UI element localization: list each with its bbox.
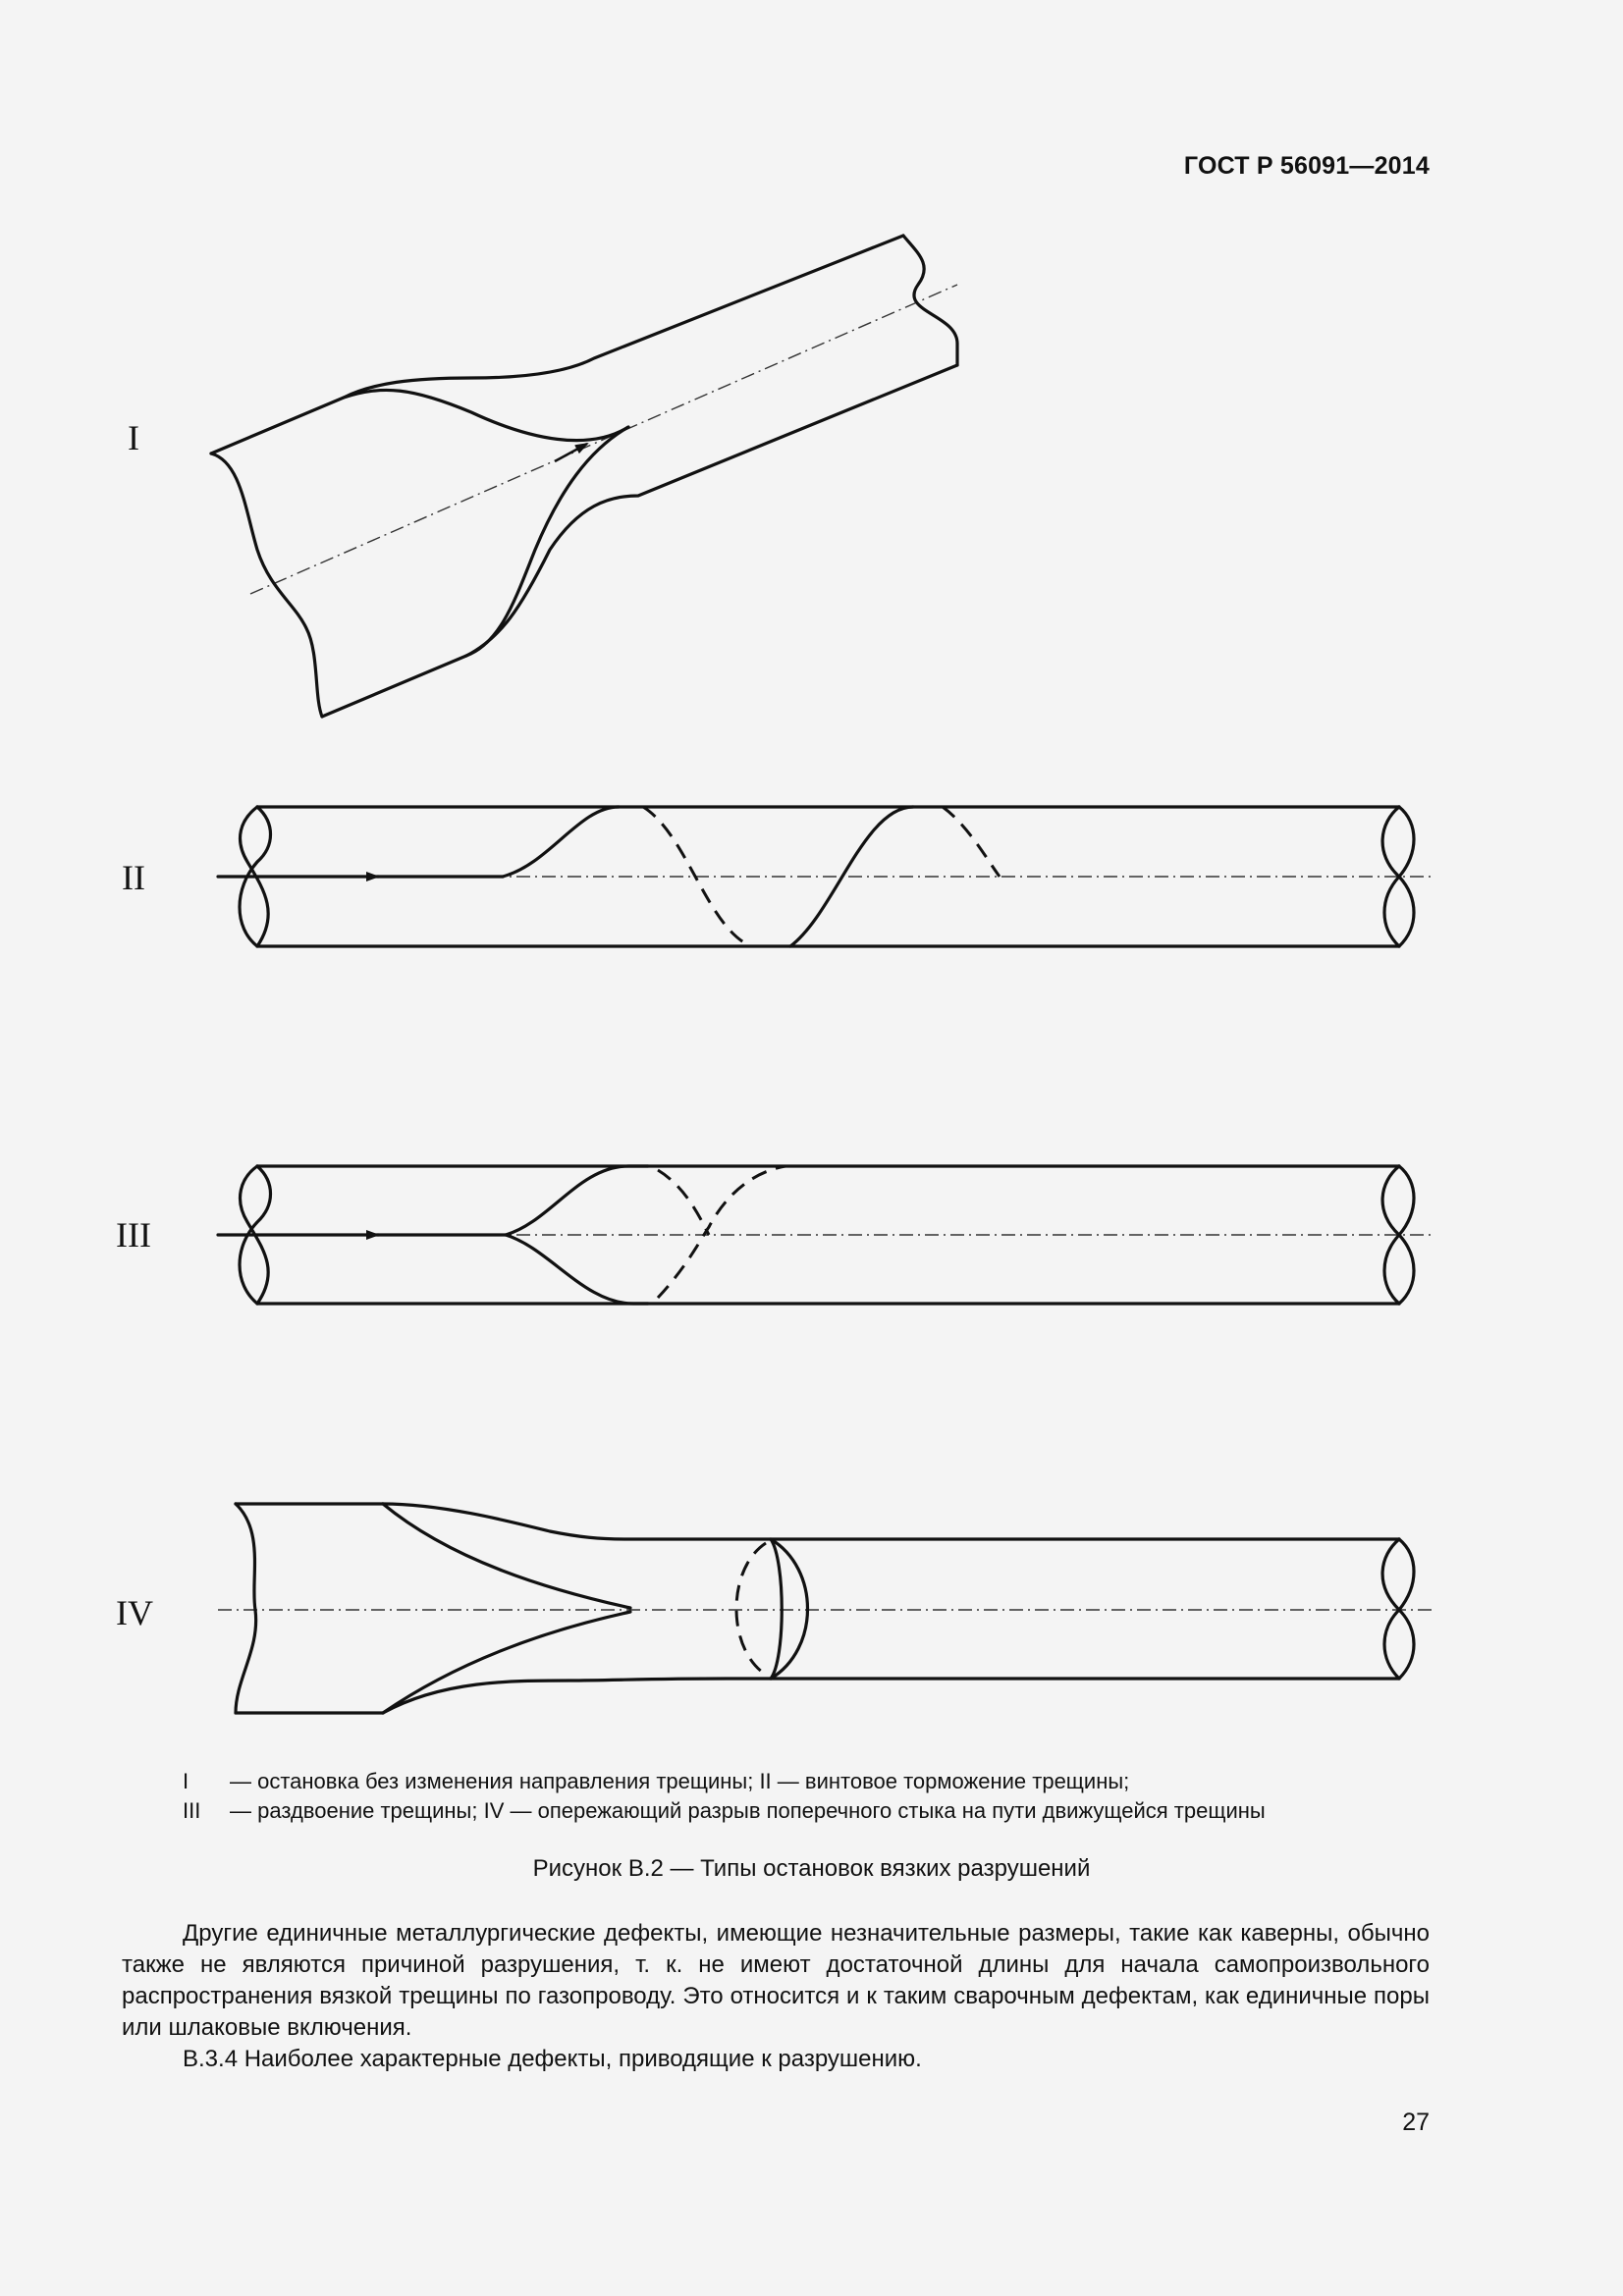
diagram-iv-right-end xyxy=(1382,1539,1414,1679)
diagram-iii-branch-upper-back xyxy=(658,1170,709,1235)
diagram-iv xyxy=(116,1504,1434,1713)
diagram-i xyxy=(128,236,957,717)
legend-key: III xyxy=(183,1798,201,1823)
diagram-iii xyxy=(116,1166,1434,1304)
diagram-iii-branch-lower-back xyxy=(658,1166,785,1298)
diagram-iv-ring-front xyxy=(771,1539,782,1679)
figure-legend xyxy=(183,1767,1459,1826)
diagram-iii-branch-lower xyxy=(506,1235,648,1304)
paragraph: В.3.4 Наиболее характерные дефекты, приводящие к разрушению. xyxy=(183,2046,922,2072)
legend-key: I xyxy=(183,1769,189,1793)
diagram-iii-branch-upper xyxy=(506,1166,648,1235)
diagram-label-iv: IV xyxy=(116,1593,153,1632)
diagram-i-upper-flank xyxy=(344,236,903,398)
document-header: ГОСТ Р 56091—2014 xyxy=(1183,152,1430,180)
diagram-i-lower-flank xyxy=(466,365,957,656)
diagram-label-i: I xyxy=(128,418,139,457)
page-number: 27 xyxy=(1402,2109,1430,2136)
body-text xyxy=(122,1918,1430,2075)
legend-text: — раздвоение трещины; IV — опережающий разрыв поперечного стыка на пути движущейся трещины xyxy=(230,1798,1266,1823)
diagram-i-crack-front xyxy=(466,427,628,656)
diagram-i-left-end xyxy=(211,454,322,717)
diagram-i-axis xyxy=(250,285,957,594)
diagram-i-arrow xyxy=(555,444,587,461)
diagram-iv-upper-flank xyxy=(383,1504,1399,1539)
legend-text: — остановка без изменения направления трещины; II — винтовое торможение трещины; xyxy=(230,1769,1130,1793)
diagram-ii-helix-back-2 xyxy=(943,807,1000,877)
diagram-iv-ring-back xyxy=(736,1543,766,1675)
diagram-iv-left-end xyxy=(236,1504,256,1713)
diagram-iv-lower-flank xyxy=(383,1679,1399,1713)
figure-caption: Рисунок В.2 — Типы остановок вязких разрушений xyxy=(532,1855,1091,1882)
diagram-ii xyxy=(122,807,1434,946)
diagram-i-right-end xyxy=(903,236,957,365)
diagram-ii-helix-front-1 xyxy=(503,807,619,877)
diagram-i-wide-bottom xyxy=(322,656,466,717)
diagram-i-wide-top xyxy=(211,390,628,454)
legend-row xyxy=(183,1767,1459,1796)
legend-row xyxy=(183,1796,1459,1826)
paragraph: Другие единичные металлургические дефекты, имеющие незначительные размеры, такие как каверны, обычно также не являются причиной разрушения, т. к. не имеют достаточной длины для начала самопроизвольного распространения вязкой трещины по газопроводу. Это относится и к таким сварочным дефектам, как единичные поры или шлаковые включения. xyxy=(122,1920,1430,2041)
diagram-label-iii: III xyxy=(116,1215,151,1255)
diagram-label-ii: II xyxy=(122,858,145,897)
